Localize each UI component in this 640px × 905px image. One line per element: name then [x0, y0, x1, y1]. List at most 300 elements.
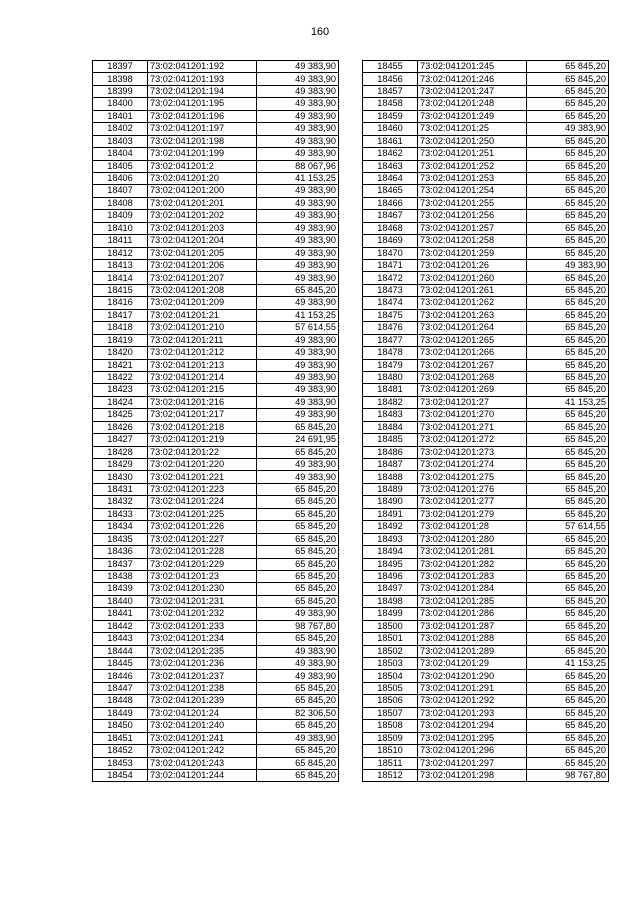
row-number-cell: 18433: [93, 508, 148, 520]
cadastral-value-cell: 65 845,20: [527, 533, 609, 545]
row-number-cell: 18455: [363, 61, 418, 73]
cadastral-number-cell: 73:02:041201:261: [418, 284, 527, 296]
cadastral-number-cell: 73:02:041201:285: [418, 595, 527, 607]
cadastral-number-cell: 73:02:041201:225: [148, 508, 257, 520]
row-number-cell: 18427: [93, 434, 148, 446]
cadastral-value-cell: 49 383,90: [527, 260, 609, 272]
cadastral-number-cell: 73:02:041201:257: [418, 222, 527, 234]
table-row: [363, 483, 609, 495]
cadastral-value-cell: 49 383,90: [257, 123, 339, 135]
row-number-cell: 18484: [363, 421, 418, 433]
cadastral-value-cell: 65 845,20: [527, 608, 609, 620]
row-number-cell: 18431: [93, 483, 148, 495]
row-number-cell: 18440: [93, 595, 148, 607]
cadastral-value-cell: 41 153,25: [527, 396, 609, 408]
row-number-cell: 18479: [363, 359, 418, 371]
cadastral-number-cell: 73:02:041201:230: [148, 583, 257, 595]
cadastral-value-cell: 65 845,20: [527, 384, 609, 396]
cadastral-number-cell: 73:02:041201:277: [418, 496, 527, 508]
table-row: [93, 769, 339, 781]
cadastral-value-cell: 65 845,20: [527, 595, 609, 607]
row-number-cell: 18480: [363, 371, 418, 383]
cadastral-number-cell: 73:02:041201:247: [418, 85, 527, 97]
cadastral-value-cell: 65 845,20: [527, 61, 609, 73]
cadastral-value-cell: 49 383,90: [257, 409, 339, 421]
row-number-cell: 18498: [363, 595, 418, 607]
page-number: 160: [310, 26, 330, 38]
row-number-cell: 18448: [93, 695, 148, 707]
cadastral-number-cell: 73:02:041201:284: [418, 583, 527, 595]
cadastral-number-cell: 73:02:041201:220: [148, 459, 257, 471]
cadastral-value-cell: 82 306,50: [257, 707, 339, 719]
cadastral-value-cell: 65 845,20: [527, 284, 609, 296]
cadastral-value-cell: 49 383,90: [257, 135, 339, 147]
row-number-cell: 18421: [93, 359, 148, 371]
row-number-cell: 18412: [93, 247, 148, 259]
row-number-cell: 18413: [93, 260, 148, 272]
table-row: [363, 645, 609, 657]
cadastral-number-cell: 73:02:041201:265: [418, 334, 527, 346]
cadastral-number-cell: 73:02:041201:280: [418, 533, 527, 545]
row-number-cell: 18467: [363, 210, 418, 222]
cadastral-value-cell: 49 383,90: [257, 235, 339, 247]
row-number-cell: 18512: [363, 769, 418, 781]
table-row: [93, 222, 339, 234]
row-number-cell: 18429: [93, 459, 148, 471]
cadastral-value-cell: 65 845,20: [527, 745, 609, 757]
table-row: [93, 459, 339, 471]
row-number-cell: 18445: [93, 658, 148, 670]
cadastral-value-cell: 65 845,20: [257, 745, 339, 757]
cadastral-number-cell: 73:02:041201:212: [148, 347, 257, 359]
cadastral-value-cell: 49 383,90: [257, 658, 339, 670]
row-number-cell: 18486: [363, 446, 418, 458]
cadastral-value-cell: 65 845,20: [527, 235, 609, 247]
cadastral-number-cell: 73:02:041201:221: [148, 471, 257, 483]
cadastral-value-cell: 49 383,90: [257, 73, 339, 85]
row-number-cell: 18406: [93, 172, 148, 184]
cadastral-value-cell: 57 614,55: [527, 521, 609, 533]
cadastral-number-cell: 73:02:041201:283: [418, 570, 527, 582]
cadastral-value-cell: 65 845,20: [527, 334, 609, 346]
cadastral-value-cell: 65 845,20: [527, 347, 609, 359]
cadastral-number-cell: 73:02:041201:235: [148, 645, 257, 657]
cadastral-value-cell: 65 845,20: [527, 297, 609, 309]
cadastral-number-cell: 73:02:041201:266: [418, 347, 527, 359]
cadastral-number-cell: 73:02:041201:217: [148, 409, 257, 421]
cadastral-number-cell: 73:02:041201:224: [148, 496, 257, 508]
row-number-cell: 18494: [363, 546, 418, 558]
row-number-cell: 18508: [363, 720, 418, 732]
cadastral-value-cell: 65 845,20: [257, 583, 339, 595]
table-row: [93, 558, 339, 570]
cadastral-number-cell: 73:02:041201:248: [418, 98, 527, 110]
row-number-cell: 18466: [363, 197, 418, 209]
cadastral-number-cell: 73:02:041201:202: [148, 210, 257, 222]
row-number-cell: 18487: [363, 459, 418, 471]
row-number-cell: 18510: [363, 745, 418, 757]
row-number-cell: 18420: [93, 347, 148, 359]
row-number-cell: 18464: [363, 172, 418, 184]
table-row: [363, 658, 609, 670]
cadastral-number-cell: 73:02:041201:205: [148, 247, 257, 259]
row-number-cell: 18442: [93, 620, 148, 632]
cadastral-number-cell: 73:02:041201:267: [418, 359, 527, 371]
row-number-cell: 18478: [363, 347, 418, 359]
table-row: [93, 608, 339, 620]
table-row: [93, 446, 339, 458]
cadastral-number-cell: 73:02:041201:213: [148, 359, 257, 371]
table-row: [93, 583, 339, 595]
cadastral-value-cell: 65 845,20: [527, 309, 609, 321]
cadastral-number-cell: 73:02:041201:231: [148, 595, 257, 607]
row-number-cell: 18459: [363, 110, 418, 122]
cadastral-value-cell: 65 845,20: [527, 720, 609, 732]
cadastral-value-cell: 65 845,20: [527, 185, 609, 197]
cadastral-number-cell: 73:02:041201:197: [148, 123, 257, 135]
cadastral-value-cell: 49 383,90: [257, 210, 339, 222]
table-row: [93, 521, 339, 533]
cadastral-number-cell: 73:02:041201:286: [418, 608, 527, 620]
table-row: [363, 210, 609, 222]
cadastral-number-cell: 73:02:041201:26: [418, 260, 527, 272]
cadastral-value-cell: 57 614,55: [257, 322, 339, 334]
cadastral-number-cell: 73:02:041201:211: [148, 334, 257, 346]
table-row: [363, 670, 609, 682]
row-number-cell: 18401: [93, 110, 148, 122]
table-row: [93, 682, 339, 694]
table-row: [93, 85, 339, 97]
row-number-cell: 18447: [93, 682, 148, 694]
cadastral-value-cell: 65 845,20: [527, 409, 609, 421]
table-row: [363, 633, 609, 645]
row-number-cell: 18416: [93, 297, 148, 309]
cadastral-value-cell: 65 845,20: [527, 558, 609, 570]
row-number-cell: 18483: [363, 409, 418, 421]
table-row: [363, 757, 609, 769]
cadastral-value-cell: 65 845,20: [527, 322, 609, 334]
row-number-cell: 18436: [93, 546, 148, 558]
row-number-cell: 18444: [93, 645, 148, 657]
cadastral-number-cell: 73:02:041201:240: [148, 720, 257, 732]
cadastral-number-cell: 73:02:041201:292: [418, 695, 527, 707]
row-number-cell: 18471: [363, 260, 418, 272]
table-row: [93, 570, 339, 582]
table-row: [93, 272, 339, 284]
table-row: [363, 235, 609, 247]
cadastral-value-cell: 65 845,20: [527, 645, 609, 657]
table-row: [363, 521, 609, 533]
cadastral-value-cell: 65 845,20: [257, 496, 339, 508]
cadastral-value-cell: 65 845,20: [527, 459, 609, 471]
cadastral-value-cell: 65 845,20: [527, 570, 609, 582]
table-row: [93, 210, 339, 222]
cadastral-value-cell: 49 383,90: [257, 247, 339, 259]
table-row: [363, 148, 609, 160]
table-row: [363, 409, 609, 421]
cadastral-number-cell: 73:02:041201:288: [418, 633, 527, 645]
row-number-cell: 18465: [363, 185, 418, 197]
cadastral-value-cell: 49 383,90: [257, 98, 339, 110]
cadastral-number-cell: 73:02:041201:196: [148, 110, 257, 122]
table-row: [363, 508, 609, 520]
row-number-cell: 18426: [93, 421, 148, 433]
table-row: [363, 185, 609, 197]
cadastral-value-cell: 65 845,20: [527, 160, 609, 172]
cadastral-value-cell: 49 383,90: [257, 272, 339, 284]
cadastral-value-cell: 49 383,90: [257, 197, 339, 209]
table-row: [363, 434, 609, 446]
cadastral-value-cell: 65 845,20: [527, 446, 609, 458]
cadastral-value-cell: 65 845,20: [527, 172, 609, 184]
cadastral-value-cell: 65 845,20: [257, 633, 339, 645]
row-number-cell: 18441: [93, 608, 148, 620]
table-row: [363, 98, 609, 110]
row-number-cell: 18489: [363, 483, 418, 495]
row-number-cell: 18428: [93, 446, 148, 458]
row-number-cell: 18475: [363, 309, 418, 321]
cadastral-number-cell: 73:02:041201:294: [418, 720, 527, 732]
cadastral-number-cell: 73:02:041201:264: [418, 322, 527, 334]
cadastral-value-cell: 65 845,20: [527, 210, 609, 222]
row-number-cell: 18504: [363, 670, 418, 682]
cadastral-value-cell: 65 845,20: [527, 695, 609, 707]
row-number-cell: 18402: [93, 123, 148, 135]
row-number-cell: 18434: [93, 521, 148, 533]
row-number-cell: 18439: [93, 583, 148, 595]
cadastral-number-cell: 73:02:041201:22: [148, 446, 257, 458]
cadastral-number-cell: 73:02:041201:227: [148, 533, 257, 545]
table-row: [363, 384, 609, 396]
row-number-cell: 18411: [93, 235, 148, 247]
cadastral-number-cell: 73:02:041201:233: [148, 620, 257, 632]
cadastral-value-cell: 65 845,20: [527, 98, 609, 110]
table-row: [93, 123, 339, 135]
row-number-cell: 18399: [93, 85, 148, 97]
cadastral-value-cell: 65 845,20: [527, 247, 609, 259]
cadastral-number-cell: 73:02:041201:24: [148, 707, 257, 719]
cadastral-number-cell: 73:02:041201:238: [148, 682, 257, 694]
cadastral-number-cell: 73:02:041201:245: [418, 61, 527, 73]
cadastral-value-cell: 65 845,20: [527, 546, 609, 558]
cadastral-number-cell: 73:02:041201:218: [148, 421, 257, 433]
row-number-cell: 18437: [93, 558, 148, 570]
cadastral-value-cell: 49 383,90: [257, 260, 339, 272]
table-row: [93, 148, 339, 160]
cadastral-value-cell: 65 845,20: [257, 508, 339, 520]
table-row: [363, 284, 609, 296]
cadastral-number-cell: 73:02:041201:249: [418, 110, 527, 122]
row-number-cell: 18497: [363, 583, 418, 595]
cadastral-value-cell: 49 383,90: [257, 459, 339, 471]
row-number-cell: 18503: [363, 658, 418, 670]
cadastral-value-cell: 65 845,20: [527, 222, 609, 234]
cadastral-number-cell: 73:02:041201:251: [418, 148, 527, 160]
cadastral-value-cell: 49 383,90: [257, 384, 339, 396]
cadastral-number-cell: 73:02:041201:200: [148, 185, 257, 197]
cadastral-value-cell: 65 845,20: [527, 135, 609, 147]
row-number-cell: 18492: [363, 521, 418, 533]
cadastral-value-cell: 49 383,90: [257, 61, 339, 73]
row-number-cell: 18511: [363, 757, 418, 769]
row-number-cell: 18481: [363, 384, 418, 396]
cadastral-number-cell: 73:02:041201:214: [148, 371, 257, 383]
row-number-cell: 18404: [93, 148, 148, 160]
row-number-cell: 18451: [93, 732, 148, 744]
table-row: [93, 235, 339, 247]
row-number-cell: 18456: [363, 73, 418, 85]
cadastral-value-cell: 49 383,90: [257, 359, 339, 371]
cadastral-number-cell: 73:02:041201:193: [148, 73, 257, 85]
row-number-cell: 18485: [363, 434, 418, 446]
cadastral-number-cell: 73:02:041201:199: [148, 148, 257, 160]
cadastral-value-cell: 65 845,20: [257, 558, 339, 570]
cadastral-number-cell: 73:02:041201:237: [148, 670, 257, 682]
cadastral-value-cell: 65 845,20: [527, 272, 609, 284]
cadastral-number-cell: 73:02:041201:21: [148, 309, 257, 321]
cadastral-value-cell: 41 153,25: [257, 309, 339, 321]
cadastral-value-cell: 88 067,96: [257, 160, 339, 172]
row-number-cell: 18488: [363, 471, 418, 483]
table-row: [363, 396, 609, 408]
cadastral-number-cell: 73:02:041201:208: [148, 284, 257, 296]
cadastral-number-cell: 73:02:041201:229: [148, 558, 257, 570]
row-number-cell: 18506: [363, 695, 418, 707]
cadastral-value-cell: 49 383,90: [257, 471, 339, 483]
table-row: [93, 483, 339, 495]
cadastral-number-cell: 73:02:041201:219: [148, 434, 257, 446]
row-number-cell: 18473: [363, 284, 418, 296]
cadastral-number-cell: 73:02:041201:262: [418, 297, 527, 309]
table-row: [363, 707, 609, 719]
cadastral-value-cell: 65 845,20: [527, 633, 609, 645]
registry-table-right: [362, 60, 609, 782]
table-row: [93, 620, 339, 632]
row-number-cell: 18490: [363, 496, 418, 508]
cadastral-value-cell: 65 845,20: [527, 620, 609, 632]
table-row: [363, 720, 609, 732]
cadastral-value-cell: 65 845,20: [527, 670, 609, 682]
cadastral-number-cell: 73:02:041201:246: [418, 73, 527, 85]
row-number-cell: 18443: [93, 633, 148, 645]
table-row: [93, 508, 339, 520]
cadastral-value-cell: 49 383,90: [257, 608, 339, 620]
cadastral-value-cell: 49 383,90: [257, 396, 339, 408]
row-number-cell: 18500: [363, 620, 418, 632]
table-row: [363, 123, 609, 135]
cadastral-number-cell: 73:02:041201:194: [148, 85, 257, 97]
cadastral-number-cell: 73:02:041201:295: [418, 732, 527, 744]
table-row: [363, 608, 609, 620]
table-row: [93, 371, 339, 383]
cadastral-value-cell: 49 383,90: [257, 85, 339, 97]
table-row: [93, 284, 339, 296]
table-row: [363, 272, 609, 284]
cadastral-value-cell: 65 845,20: [527, 707, 609, 719]
cadastral-value-cell: 49 383,90: [257, 732, 339, 744]
table-row: [363, 85, 609, 97]
table-row: [93, 260, 339, 272]
cadastral-value-cell: 65 845,20: [257, 682, 339, 694]
cadastral-value-cell: 65 845,20: [257, 757, 339, 769]
table-row: [363, 620, 609, 632]
row-number-cell: 18502: [363, 645, 418, 657]
cadastral-number-cell: 73:02:041201:27: [418, 396, 527, 408]
table-row: [363, 334, 609, 346]
cadastral-number-cell: 73:02:041201:281: [418, 546, 527, 558]
cadastral-number-cell: 73:02:041201:253: [418, 172, 527, 184]
cadastral-number-cell: 73:02:041201:260: [418, 272, 527, 284]
table-row: [363, 61, 609, 73]
table-row: [363, 347, 609, 359]
table-row: [363, 110, 609, 122]
cadastral-value-cell: 49 383,90: [257, 185, 339, 197]
cadastral-number-cell: 73:02:041201:250: [418, 135, 527, 147]
table-row: [93, 160, 339, 172]
cadastral-number-cell: 73:02:041201:2: [148, 160, 257, 172]
row-number-cell: 18417: [93, 309, 148, 321]
row-number-cell: 18460: [363, 123, 418, 135]
row-number-cell: 18414: [93, 272, 148, 284]
cadastral-value-cell: 65 845,20: [257, 595, 339, 607]
row-number-cell: 18505: [363, 682, 418, 694]
row-number-cell: 18499: [363, 608, 418, 620]
cadastral-number-cell: 73:02:041201:287: [418, 620, 527, 632]
row-number-cell: 18400: [93, 98, 148, 110]
row-number-cell: 18423: [93, 384, 148, 396]
cadastral-value-cell: 65 845,20: [257, 446, 339, 458]
row-number-cell: 18424: [93, 396, 148, 408]
cadastral-number-cell: 73:02:041201:254: [418, 185, 527, 197]
registry-table-right-body: [363, 61, 609, 782]
table-row: [93, 384, 339, 396]
row-number-cell: 18422: [93, 371, 148, 383]
table-row: [363, 745, 609, 757]
row-number-cell: 18462: [363, 148, 418, 160]
table-row: [93, 745, 339, 757]
cadastral-value-cell: 49 383,90: [257, 371, 339, 383]
table-row: [93, 757, 339, 769]
table-row: [363, 260, 609, 272]
cadastral-number-cell: 73:02:041201:207: [148, 272, 257, 284]
row-number-cell: 18470: [363, 247, 418, 259]
table-row: [363, 172, 609, 184]
row-number-cell: 18418: [93, 322, 148, 334]
table-row: [363, 222, 609, 234]
row-number-cell: 18474: [363, 297, 418, 309]
cadastral-value-cell: 49 383,90: [257, 148, 339, 160]
table-row: [363, 732, 609, 744]
cadastral-number-cell: 73:02:041201:203: [148, 222, 257, 234]
table-row: [93, 135, 339, 147]
row-number-cell: 18449: [93, 707, 148, 719]
row-number-cell: 18407: [93, 185, 148, 197]
cadastral-value-cell: 65 845,20: [527, 732, 609, 744]
cadastral-number-cell: 73:02:041201:263: [418, 309, 527, 321]
table-row: [363, 695, 609, 707]
cadastral-value-cell: 49 383,90: [257, 347, 339, 359]
cadastral-value-cell: 65 845,20: [257, 720, 339, 732]
cadastral-value-cell: 65 845,20: [527, 496, 609, 508]
table-row: [93, 421, 339, 433]
row-number-cell: 18403: [93, 135, 148, 147]
table-row: [93, 197, 339, 209]
cadastral-value-cell: 65 845,20: [257, 570, 339, 582]
cadastral-value-cell: 98 767,80: [257, 620, 339, 632]
table-row: [363, 769, 609, 781]
row-number-cell: 18432: [93, 496, 148, 508]
table-row: [93, 658, 339, 670]
